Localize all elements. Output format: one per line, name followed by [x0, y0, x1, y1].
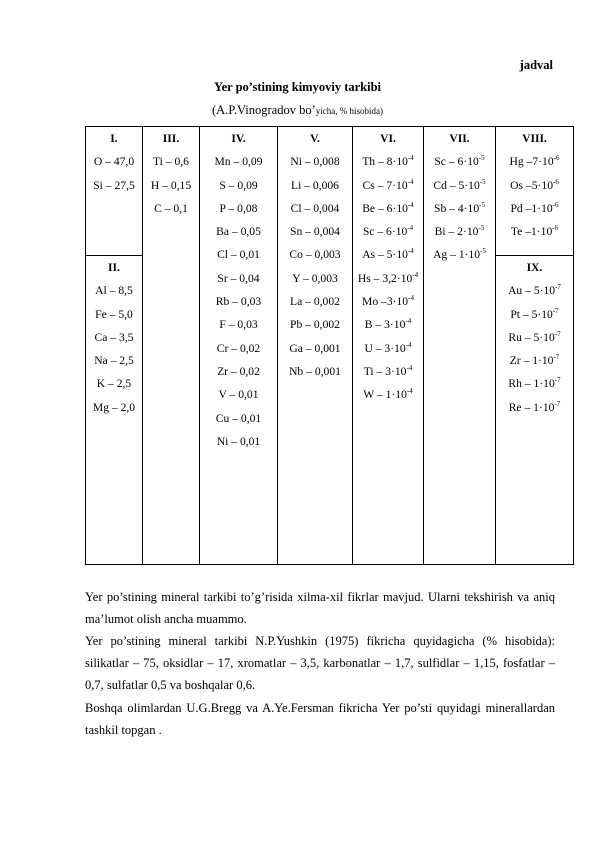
element-entry [425, 174, 494, 197]
element-entry: C – 0,1 [154, 201, 188, 215]
element-exponent: -4 [405, 340, 412, 349]
element-value: Hg –7·10 [509, 155, 554, 169]
element-entry: H – 0,15 [150, 178, 192, 192]
group-III-cell [143, 127, 200, 565]
element-exponent: -4 [408, 294, 414, 303]
element-entry [425, 197, 494, 220]
element-entry: La – 0,002 [290, 295, 340, 309]
element-value: Ti – 3·10 [363, 364, 407, 378]
element-entry: Ga – 0,001 [289, 341, 341, 355]
element-entry: Li – 0,006 [291, 178, 339, 192]
elements-table [85, 126, 574, 565]
element-value: Pd –1·10 [510, 201, 553, 215]
element-entry: Co – 0,003 [289, 248, 341, 262]
element-value: Be – 6·10 [362, 201, 408, 215]
element-entry: Ni – 0,008 [290, 155, 340, 169]
paragraph-mineral-intro: Yer po’stining mineral tarkibi to’g’risida xilma-xil fikrlar mavjud. Ularni tekshirish va aniq ma’lumot olish ancha muammo. [85, 590, 555, 627]
element-entry: Cr – 0,02 [216, 341, 261, 355]
element-entry: Rb – 0,03 [215, 295, 262, 309]
element-entry: Fe – 5,0 [95, 307, 133, 321]
element-entry: Sr – 0,04 [217, 271, 260, 285]
element-entry [354, 313, 422, 336]
element-value: Ru – 5·10 [508, 330, 555, 344]
group-heading: IV. [231, 132, 246, 145]
element-entry [497, 303, 572, 326]
element-entry: O – 47,0 [93, 155, 135, 169]
element-exponent: -5 [479, 201, 485, 210]
element-entry: V – 0,01 [218, 388, 259, 402]
element-exponent: -5 [478, 154, 485, 163]
element-value: Te –1·10 [510, 225, 553, 239]
element-entry: Nb – 0,001 [289, 364, 341, 378]
element-exponent: -4 [407, 177, 414, 186]
group-heading: I. [110, 132, 118, 145]
element-exponent: -4 [405, 317, 412, 326]
element-entry [354, 383, 422, 406]
element-entry [497, 150, 572, 173]
element-entry [354, 360, 422, 383]
element-exponent: -4 [407, 247, 414, 256]
element-entry: Sn – 0,004 [290, 225, 340, 239]
element-entry: Mn – 0,09 [214, 155, 263, 169]
subtitle-main: (A.P.Vinogradov bo’ [212, 103, 316, 117]
element-exponent: -6 [553, 177, 559, 186]
element-entry: Ni – 0,01 [216, 434, 261, 448]
table-subtitle [0, 103, 595, 118]
element-exponent: -7 [554, 399, 561, 408]
element-entry [425, 150, 494, 173]
group-heading: V. [310, 132, 320, 145]
element-exponent: -4 [406, 387, 413, 396]
element-entry [497, 174, 572, 197]
element-value: Ag – 1·10 [433, 248, 481, 262]
group-heading: IX. [526, 261, 543, 274]
element-entry [354, 197, 422, 220]
element-exponent: -7 [553, 353, 560, 362]
element-entry [497, 396, 572, 419]
element-entry [354, 174, 422, 197]
element-entry: K – 2,5 [96, 377, 132, 391]
element-entry: Al – 8,5 [95, 284, 133, 298]
element-exponent: -4 [407, 201, 414, 210]
element-entry: Ti – 0,6 [153, 155, 189, 169]
element-exponent: -4 [407, 154, 414, 163]
element-entry: Y – 0,003 [292, 271, 338, 285]
element-value: Rh – 1·10 [508, 377, 555, 391]
element-value: Th – 8·10 [362, 155, 408, 169]
group-VII-cell [424, 127, 496, 565]
element-value: Pt – 5·10 [510, 307, 553, 321]
group-heading: VIII. [522, 132, 547, 145]
element-exponent: -5 [478, 224, 485, 233]
element-exponent: -7 [552, 306, 559, 315]
paragraph-bregg-fersman: Boshqa olimlardan U.G.Bregg va A.Ye.Fersman fikricha Yer po’sti quyidagi minerallardan tashkil topgan . [85, 701, 555, 738]
element-entry [354, 290, 422, 313]
element-value: Cd – 5·10 [433, 178, 480, 192]
element-entry [497, 372, 572, 395]
element-entry: Pb – 0,002 [290, 318, 340, 332]
group-IV-cell [200, 127, 278, 565]
element-value: Zr – 1·10 [509, 354, 554, 368]
element-entry: P – 0,08 [219, 201, 258, 215]
element-value: Au – 5·10 [508, 284, 556, 298]
table-title: Yer po’stining kimyoviy tarkibi [213, 80, 382, 94]
element-entry [354, 243, 422, 266]
element-value: Re – 1·10 [508, 400, 555, 414]
element-entry [354, 150, 422, 173]
element-exponent: -5 [480, 247, 486, 256]
element-value: As – 5·10 [362, 248, 408, 262]
group-heading: VI. [380, 132, 396, 145]
element-entry [425, 220, 494, 243]
group-V-cell [278, 127, 353, 565]
element-value: Mo –3·10 [362, 295, 409, 309]
group-I-cell [86, 127, 143, 256]
group-heading: III. [162, 132, 180, 145]
element-exponent: -4 [407, 224, 414, 233]
element-entry: Na – 2,5 [94, 354, 134, 368]
element-entry: Zr – 0,02 [217, 364, 260, 378]
element-entry: Ba – 0,05 [216, 225, 261, 239]
paragraph-yushkin: Yer po’stining mineral tarkibi N.P.Yushkin (1975) fikricha quyidagicha (% hisobida): silikatlar – 75, oksidlar – 17, xromatlar – 3,5, karbonatlar – 1,7, sulfidlar – 1,15, fosfatlar – 0,7, sulfatlar 0,5 va boshqalar 0,6. [85, 634, 555, 693]
group-VIII-cell [496, 127, 574, 256]
element-entry: S – 0,09 [219, 178, 258, 192]
element-value: Os –5·10 [510, 178, 553, 192]
element-exponent: -4 [406, 364, 413, 373]
group-heading: II. [108, 261, 120, 274]
element-entry [354, 220, 422, 243]
element-entry: Cu – 0,01 [215, 411, 262, 425]
element-entry [497, 197, 572, 220]
element-value: W – 1·10 [363, 388, 407, 402]
element-value: U – 3·10 [364, 341, 406, 355]
table-caption-label: jadval [519, 58, 553, 72]
element-entry: Ca – 3,5 [94, 330, 134, 344]
element-value: Sc – 6·10 [434, 155, 479, 169]
element-exponent: -7 [554, 376, 561, 385]
element-entry: Mg – 2,0 [92, 400, 136, 414]
element-value: Hs – 3,2·10 [357, 271, 413, 285]
element-exponent: -6 [553, 154, 560, 163]
element-value: Sb – 4·10 [434, 201, 480, 215]
element-exponent: -5 [479, 177, 486, 186]
element-exponent: -7 [554, 330, 561, 339]
element-value: Sc – 6·10 [362, 225, 408, 239]
element-value: Cs – 7·10 [362, 178, 408, 192]
group-VI-cell [353, 127, 424, 565]
element-value: B – 3·10 [364, 318, 406, 332]
element-entry [497, 326, 572, 349]
element-entry [354, 337, 422, 360]
element-value: Bi – 2·10 [434, 225, 479, 239]
element-exponent: -6 [552, 201, 559, 210]
element-exponent: -6 [552, 224, 559, 233]
element-entry [497, 279, 572, 302]
element-entry [425, 243, 494, 266]
element-exponent: -7 [555, 283, 561, 292]
group-IX-cell [496, 256, 574, 565]
element-entry: F – 0,03 [219, 318, 258, 332]
element-entry [497, 220, 572, 243]
element-exponent: -4 [412, 270, 419, 279]
group-II-cell [86, 256, 143, 565]
element-entry: Cl – 0,004 [290, 201, 340, 215]
element-entry [497, 349, 572, 372]
element-entry [354, 267, 422, 290]
group-heading: VII. [449, 132, 470, 145]
subtitle-small: yicha, % hisobida) [315, 106, 383, 116]
element-entry: Si – 27,5 [93, 178, 135, 192]
element-entry: Cl – 0,01 [217, 248, 260, 262]
